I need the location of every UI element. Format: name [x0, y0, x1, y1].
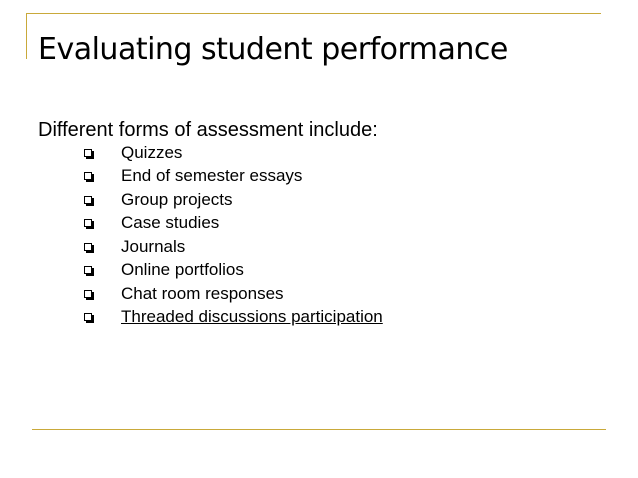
square-bullet-icon: [84, 196, 92, 204]
bottom-divider: [32, 429, 606, 430]
list-item: [84, 235, 383, 259]
left-divider: [26, 13, 27, 59]
slide-title: Evaluating student performance: [38, 32, 508, 67]
list-item-label: Case studies: [121, 213, 220, 233]
assessment-list: [84, 141, 383, 329]
list-item: [84, 306, 383, 330]
square-bullet-icon: [84, 313, 92, 321]
list-item-label: Group projects: [121, 189, 233, 209]
list-item: [84, 212, 383, 236]
square-bullet-icon: [84, 219, 92, 227]
list-item: [84, 165, 383, 189]
square-bullet-icon: [84, 243, 92, 251]
square-bullet-icon: [84, 149, 92, 157]
top-divider: [26, 13, 601, 14]
intro-text: Different forms of assessment include:: [38, 119, 378, 141]
list-item-label: Journals: [121, 236, 186, 256]
square-bullet-icon: [84, 172, 92, 180]
list-item: [84, 259, 383, 283]
list-item: [84, 141, 383, 165]
list-item-label: End of semester essays: [121, 166, 303, 186]
square-bullet-icon: [84, 290, 92, 298]
threaded-discussions-link[interactable]: Threaded discussions participation: [121, 307, 383, 327]
list-item-label: Chat room responses: [121, 283, 284, 303]
list-item: [84, 188, 383, 212]
square-bullet-icon: [84, 266, 92, 274]
list-item-label: Quizzes: [121, 142, 183, 162]
list-item-label: Online portfolios: [121, 260, 244, 280]
list-item: [84, 282, 383, 306]
